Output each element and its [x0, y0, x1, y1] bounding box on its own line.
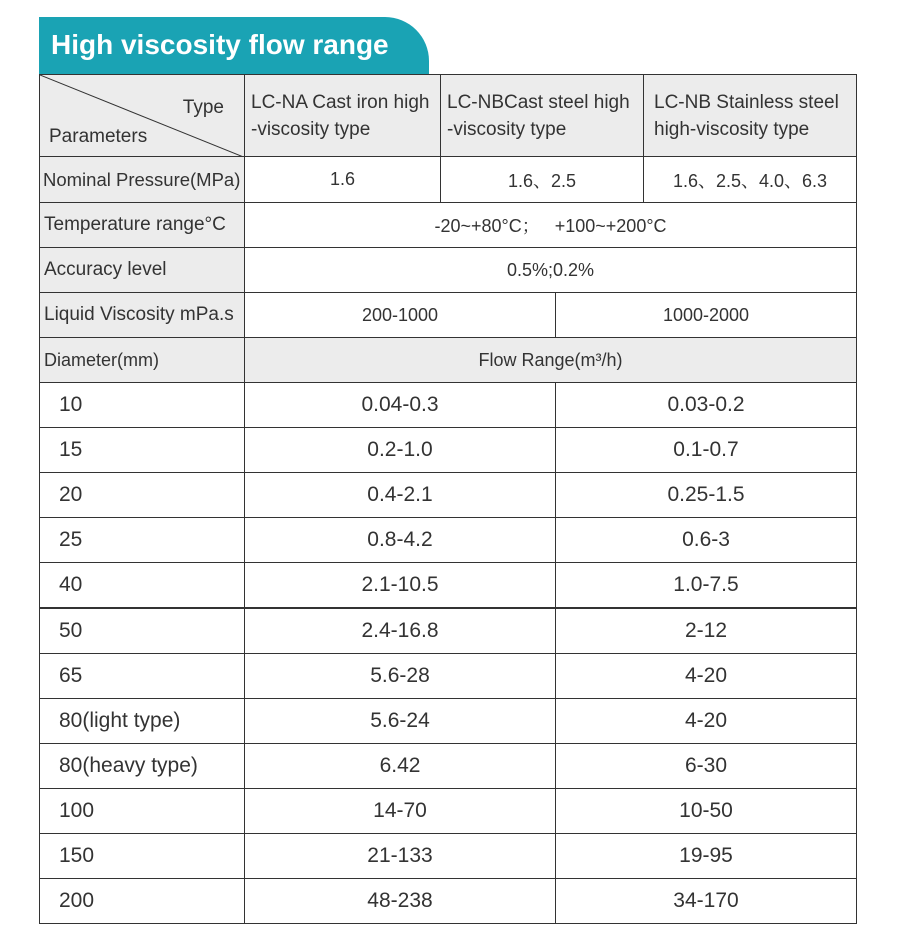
diameter-label: Diameter(mm)	[44, 349, 159, 370]
flow-range-value: 4-20	[684, 663, 728, 687]
flow-range-value: 5.6-24	[370, 708, 430, 732]
flow-range-value: 0.25-1.5	[667, 483, 745, 507]
flow-range-cell	[244, 743, 556, 789]
pressure-value-cell	[244, 156, 441, 203]
flow-range-value: 1.0-7.5	[673, 573, 739, 597]
corner-parameters-label: Parameters	[49, 126, 148, 147]
flow-range-cell	[555, 427, 857, 473]
flow-range-cell	[555, 743, 857, 789]
pressure-value: 1.6	[329, 169, 356, 189]
flow-range-value: 34-170	[673, 889, 739, 913]
diameter-value: 65	[59, 663, 83, 687]
column-header-lc-nb-cast	[440, 74, 644, 157]
viscosity-value-cell	[244, 292, 556, 338]
flow-range-value: 0.03-0.2	[667, 393, 745, 417]
diameter-cell	[39, 608, 245, 654]
flow-range-value: 2-12	[684, 618, 728, 642]
flow-range-value: 19-95	[679, 844, 733, 868]
diameter-cell	[39, 743, 245, 789]
diameter-cell	[39, 517, 245, 563]
diameter-cell	[39, 382, 245, 428]
pressure-value: 1.6、2.5	[507, 170, 577, 191]
diameter-value: 10	[59, 393, 83, 417]
flow-range-value: 14-70	[373, 798, 427, 822]
flow-range-cell	[555, 517, 857, 563]
corner-type-label: Type	[182, 97, 224, 118]
flow-range-cell	[244, 562, 556, 608]
flow-range-table	[39, 74, 857, 922]
flow-range-value: 0.4-2.1	[367, 483, 433, 507]
diameter-value: 80(light type)	[59, 708, 181, 732]
flow-range-cell	[244, 472, 556, 518]
flow-range-value: 2.4-16.8	[361, 618, 439, 642]
flow-range-cell	[244, 788, 556, 834]
flow-range-cell	[244, 878, 556, 924]
diameter-cell	[39, 698, 245, 744]
viscosity-label-cell	[39, 292, 245, 338]
accuracy-value-cell	[244, 247, 857, 293]
flow-range-cell	[244, 517, 556, 563]
column-header-line: -viscosity type	[251, 119, 371, 140]
flow-range-cell	[555, 608, 857, 654]
flow-range-cell	[555, 878, 857, 924]
flow-range-cell	[244, 427, 556, 473]
temperature-value-cell	[244, 202, 857, 248]
flow-range-cell	[244, 833, 556, 879]
flow-range-value: 0.1-0.7	[673, 438, 739, 462]
flow-range-cell	[555, 562, 857, 608]
flow-range-cell	[555, 472, 857, 518]
diameter-value: 40	[59, 573, 83, 597]
diameter-value: 80(heavy type)	[59, 753, 198, 777]
flow-range-value: 0.8-4.2	[367, 528, 433, 552]
column-header-line: high-viscosity type	[654, 119, 810, 140]
flow-range-cell	[555, 698, 857, 744]
flow-range-value: 48-238	[367, 889, 433, 913]
flow-range-cell	[244, 698, 556, 744]
accuracy-label-cell	[39, 247, 245, 293]
diameter-value: 15	[59, 438, 83, 462]
flow-range-value: 0.2-1.0	[367, 438, 433, 462]
diameter-value: 150	[59, 844, 95, 868]
diameter-value: 100	[59, 798, 95, 822]
diameter-cell	[39, 653, 245, 699]
flow-range-cell	[244, 608, 556, 654]
pressure-value: 1.6、2.5、4.0、6.3	[672, 170, 828, 191]
diameter-cell	[39, 788, 245, 834]
column-header-lc-na	[244, 74, 441, 157]
diameter-cell	[39, 562, 245, 608]
column-header-lc-nb-stainless	[643, 74, 857, 157]
temperature-value: -20~+80°C； +100~+200°C	[434, 216, 667, 236]
flow-range-value: 5.6-28	[370, 663, 430, 687]
pressure-value-cell	[643, 156, 857, 203]
flow-range-value: 10-50	[679, 798, 733, 822]
column-header-line: LC-NA Cast iron high	[251, 92, 430, 113]
accuracy-label: Accuracy level	[44, 259, 167, 280]
column-header-line: LC-NB Stainless steel	[654, 92, 839, 113]
page-title: High viscosity flow range	[51, 29, 389, 60]
diameter-cell	[39, 427, 245, 473]
flow-range-value: 6.42	[379, 753, 421, 777]
flow-range-cell	[244, 382, 556, 428]
flow-range-cell	[244, 653, 556, 699]
temperature-label-cell	[39, 202, 245, 248]
diameter-cell	[39, 878, 245, 924]
column-header-line: LC-NBCast steel high	[447, 92, 630, 113]
corner-header	[39, 74, 245, 157]
flow-range-value: 0.6-3	[682, 528, 730, 552]
diameter-value: 20	[59, 483, 83, 507]
diameter-label-cell	[39, 337, 245, 383]
viscosity-value: 1000-2000	[662, 304, 750, 325]
accuracy-value: 0.5%;0.2%	[506, 259, 595, 280]
title-banner	[39, 17, 429, 75]
diameter-cell	[39, 833, 245, 879]
diameter-value: 50	[59, 618, 83, 642]
pressure-label: Nominal Pressure(MPa)	[43, 168, 241, 190]
flow-range-value: 0.04-0.3	[361, 393, 439, 417]
pressure-value-cell	[440, 156, 644, 203]
column-header-line: -viscosity type	[447, 119, 567, 140]
flow-range-cell	[555, 788, 857, 834]
diameter-value: 200	[59, 889, 95, 913]
flow-range-cell	[555, 653, 857, 699]
viscosity-value-cell	[555, 292, 857, 338]
flow-range-value: 4-20	[684, 708, 728, 732]
flow-range-header-cell	[244, 337, 857, 383]
pressure-label-cell	[39, 156, 245, 203]
flow-range-cell	[555, 833, 857, 879]
flow-range-value: 21-133	[367, 844, 433, 868]
viscosity-label: Liquid Viscosity mPa.s	[44, 304, 234, 325]
flow-range-cell	[555, 382, 857, 428]
temperature-label: Temperature range°C	[44, 214, 226, 235]
flow-range-value: 6-30	[684, 753, 728, 777]
flow-range-value: 2.1-10.5	[361, 573, 439, 597]
flow-range-header: Flow Range(m³/h)	[478, 349, 623, 370]
viscosity-value: 200-1000	[361, 304, 439, 325]
diameter-cell	[39, 472, 245, 518]
diameter-value: 25	[59, 528, 83, 552]
